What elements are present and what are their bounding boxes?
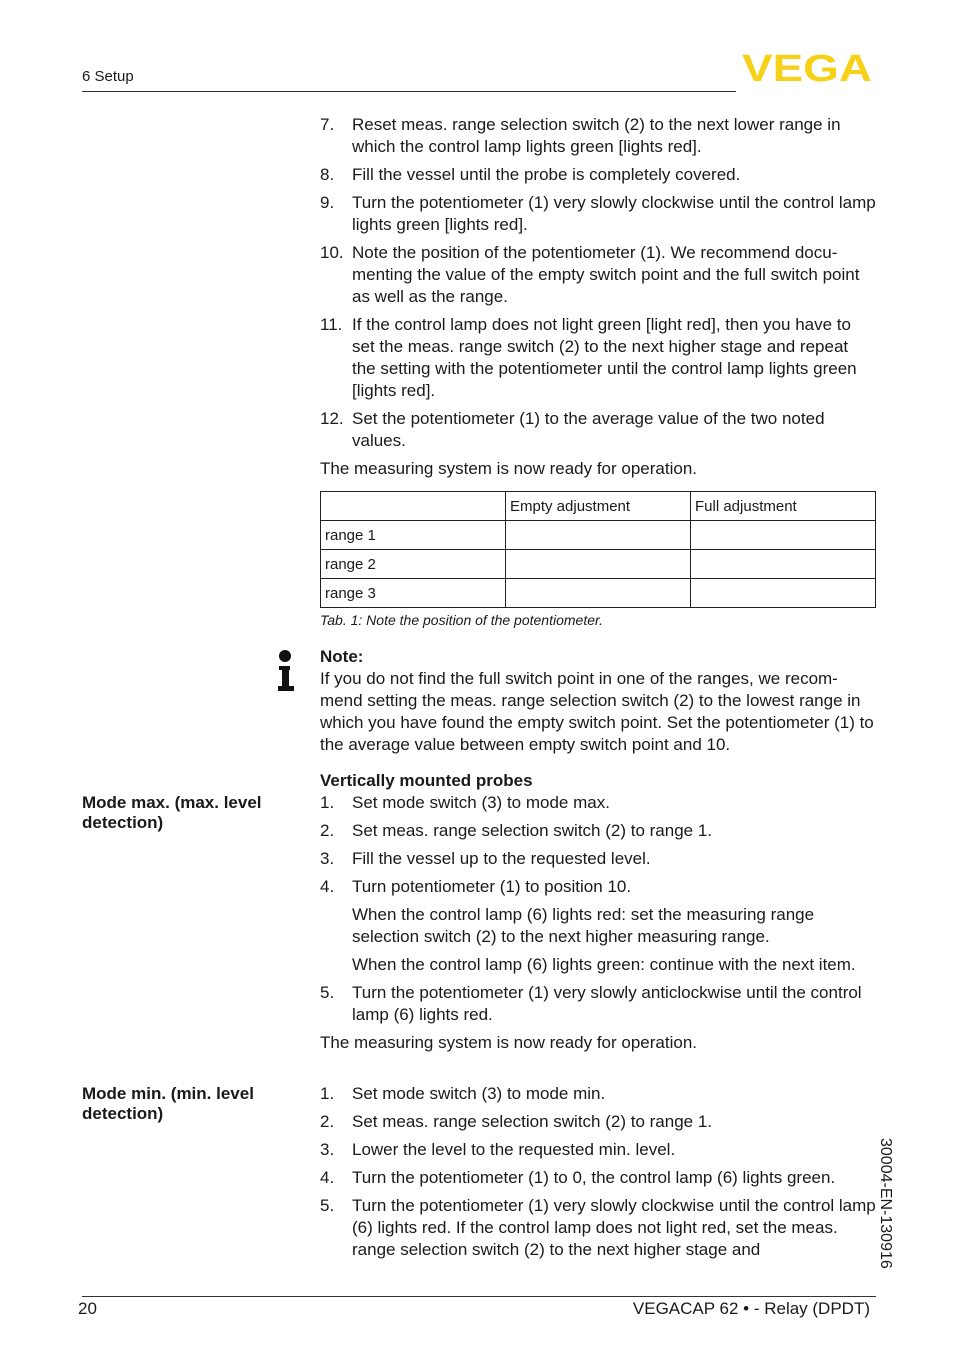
- list-item: 7. Reset meas. range selection switch (2) to the next lower range in which the control lamp lights green [lights red].: [320, 115, 841, 156]
- list-item: 12. Set the potentiometer (1) to the average value of the two noted values.: [320, 409, 825, 450]
- list-item: 2. Set meas. range selection switch (2) to range 1.: [320, 1112, 713, 1131]
- potentiometer-table: [320, 491, 876, 608]
- document-id: 30004-EN-130916: [877, 1138, 894, 1269]
- list-item: 3. Fill the vessel up to the requested level.: [320, 849, 651, 868]
- page-number: 20: [78, 1299, 97, 1318]
- table-header-row: Empty adjustment Full adjustment: [321, 492, 876, 521]
- header-divider: [82, 91, 736, 92]
- table-row: range 3: [321, 579, 876, 608]
- footer-divider: [82, 1296, 876, 1297]
- vega-logo: [742, 52, 872, 84]
- mode-max-section: [320, 770, 876, 1060]
- list-item: 9. Turn the potentiometer (1) very slowly clockwise until the control lamp lights green [lights red].: [320, 193, 876, 234]
- list-item: 11. If the control lamp does not light green [light red], then you have to set the meas. range switch (2) to the next higher stage and repeat the setting with the potentiometer until the control lamp lights green [lights red].: [320, 315, 857, 400]
- table-row: range 1: [321, 521, 876, 550]
- table-caption: Tab. 1: Note the position of the potentiometer.: [320, 612, 604, 628]
- list-item: 2. Set meas. range selection switch (2) to range 1.: [320, 821, 713, 840]
- info-icon: [276, 650, 294, 692]
- ready-statement: The measuring system is now ready for operation.: [320, 459, 698, 478]
- mode-min-section: [320, 1083, 876, 1267]
- product-name: VEGACAP 62 • - Relay (DPDT): [632, 1299, 870, 1318]
- header-section-title: 6 Setup: [82, 68, 134, 85]
- list-item: 8. Fill the vessel until the probe is completely covered.: [320, 165, 741, 184]
- ready-statement: The measuring system is now ready for operation.: [320, 1033, 698, 1052]
- side-heading-mode-max: Mode max. (max. level detection): [82, 793, 262, 832]
- note-text: If you do not find the full switch point in one of the ranges, we recom- mend setting the meas. range selection switch (2) to the lowest range in which you have found the empty switch point. Set the potentiometer (1) to the average value between empty switch point and 10.: [320, 669, 874, 754]
- section-heading: Vertically mounted probes: [320, 771, 533, 790]
- list-item: 4. Turn potentiometer (1) to position 10.: [320, 877, 632, 896]
- sub-paragraph: When the control lamp (6) lights red: set the measuring range selection switch (2) to the next higher measuring range.: [352, 905, 815, 946]
- setup-steps-continued: [320, 114, 876, 486]
- sub-paragraph: When the control lamp (6) lights green: continue with the next item.: [352, 955, 856, 974]
- list-item: 4. Turn the potentiometer (1) to 0, the control lamp (6) lights green.: [320, 1168, 836, 1187]
- list-item: 5. Turn the potentiometer (1) very slowly clockwise until the control lamp (6) lights red. If the control lamp does not light red, set the meas. range selection switch (2) to the next higher stage and: [320, 1196, 876, 1259]
- table-row: range 2: [321, 550, 876, 579]
- note-box: [320, 646, 876, 756]
- list-item: 1. Set mode switch (3) to mode min.: [320, 1084, 606, 1103]
- list-item: 5. Turn the potentiometer (1) very slowly anticlockwise until the control lamp (6) lights red.: [320, 983, 862, 1024]
- side-heading-mode-min: Mode min. (min. level detection): [82, 1084, 254, 1123]
- list-item: 1. Set mode switch (3) to mode max.: [320, 793, 610, 812]
- note-title: Note:: [320, 647, 364, 666]
- svg-text:VEGA: VEGA: [742, 52, 872, 84]
- list-item: 10. Note the position of the potentiometer (1). We recommend docu- menting the value of the empty switch point and the full switch point as well as the range.: [320, 243, 860, 306]
- list-item: 3. Lower the level to the requested min. level.: [320, 1140, 676, 1159]
